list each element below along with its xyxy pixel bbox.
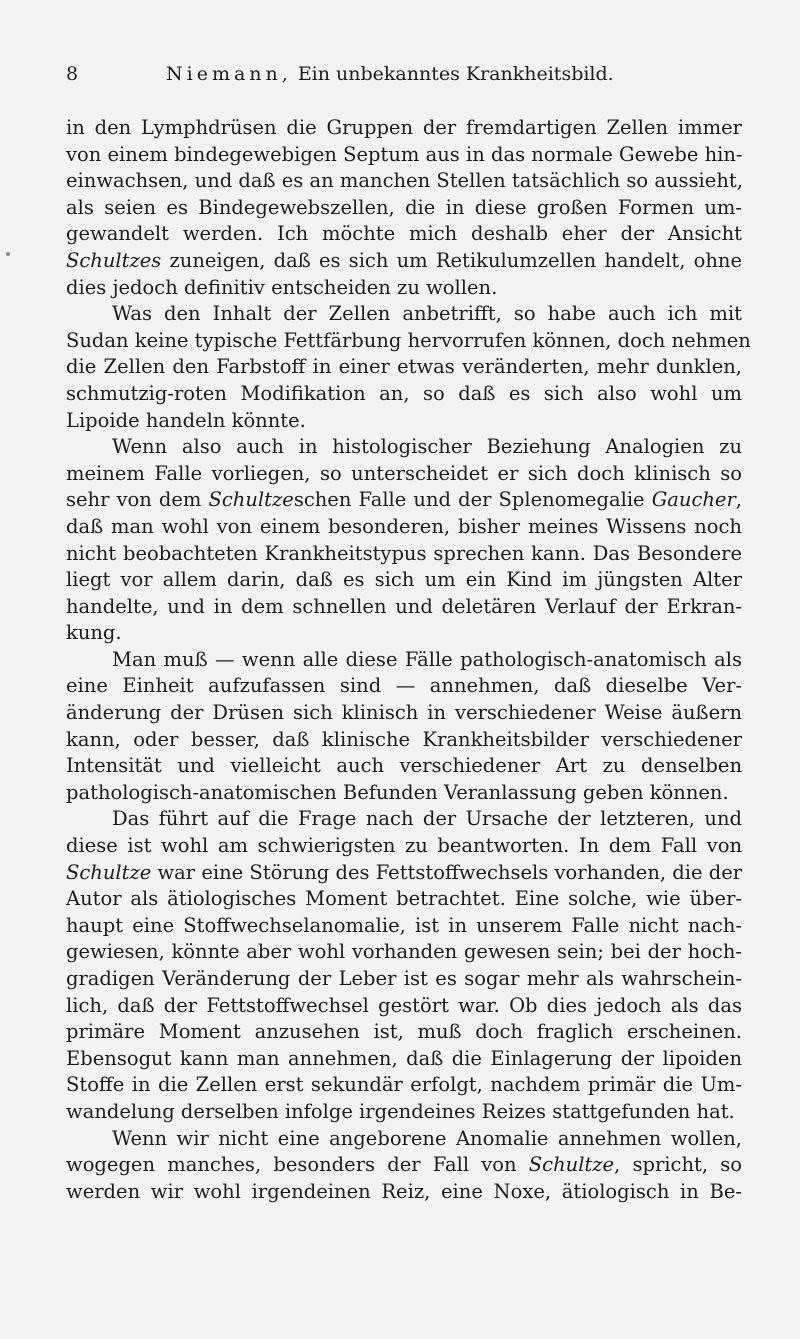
text-line: schmutzig-roten Modifikation an, so daß es sich also wohl um	[66, 381, 742, 405]
text-run: schen Falle und der Splenomegalie	[293, 488, 652, 512]
text-line: Man muß — wenn alle diese Fälle pathologisch-anatomisch als	[112, 647, 742, 671]
text-line: werden wir wohl irgendeinen Reiz, eine Noxe, ätiologisch in Be-	[66, 1179, 742, 1203]
text-line: Wenn also auch in histologischer Beziehung Analogien zu	[112, 435, 742, 459]
text-line: primäre Moment anzusehen ist, muß doch fraglich erscheinen.	[66, 1020, 742, 1044]
paragraph	[66, 1126, 742, 1206]
text-line: Lipoide handeln könnte.	[66, 408, 306, 432]
body-text	[66, 115, 751, 1205]
paragraph	[66, 806, 742, 1125]
text-run: sehr von dem	[66, 488, 209, 512]
text-line: Wenn wir nicht eine angeborene Anomalie annehmen wollen,	[112, 1126, 742, 1150]
text-line: dies jedoch definitiv entscheiden zu wollen.	[66, 275, 498, 299]
italic-name: Schultze	[528, 1153, 615, 1177]
text-line: lich, daß der Fettstoffwechsel gestört war. Ob dies jedoch als das	[66, 993, 742, 1017]
text-run: wogegen manches, besonders der Fall von	[66, 1153, 529, 1177]
paper-speck	[6, 252, 10, 256]
italic-name: Schultze	[66, 860, 152, 884]
text-line	[66, 487, 742, 514]
text-line: von einem bindegewebigen Septum aus in das normale Gewebe hin-	[66, 142, 743, 166]
text-line: wandelung derselben infolge irgendeines Reizes stattgefunden hat.	[66, 1099, 735, 1123]
text-line	[66, 1152, 742, 1179]
text-line: haupt eine Stoffwechselanomalie, ist in unserem Falle nicht nach-	[66, 913, 742, 937]
text-line: die Zellen den Farbstoff in einer etwas veränderten, mehr dunklen,	[66, 355, 742, 379]
text-line	[66, 860, 742, 887]
text-line: gradigen Veränderung der Leber ist es sogar mehr als wahrschein-	[66, 967, 742, 990]
text-line: gewandelt werden. Ich möchte mich deshalb eher der Ansicht	[66, 222, 742, 246]
header-title: Ein unbekanntes Krankheitsbild.	[297, 63, 614, 85]
text-line: Intensität und vielleicht auch verschiedener Art zu denselben	[66, 754, 742, 778]
text-run: zuneigen, daß es sich um Retikulumzellen handelt, ohne	[161, 248, 742, 272]
text-line: diese ist wohl am schwierigsten zu beantworten. In dem Fall von	[66, 834, 742, 858]
page-number: 8	[66, 63, 79, 85]
text-line: Autor als ätiologisches Moment betrachtet. Eine solche, wie über-	[66, 887, 742, 911]
paragraph	[66, 115, 742, 301]
text-line: Ebensogut kann man annehmen, daß die Einlagerung der lipoiden	[66, 1046, 742, 1070]
paragraph	[66, 647, 742, 807]
paragraph	[66, 301, 751, 434]
header-author: Niemann,	[166, 63, 292, 85]
text-line: Stoffe in die Zellen erst sekundär erfolgt, nachdem primär die Um-	[66, 1073, 742, 1097]
text-line: änderung der Drüsen sich klinisch in verschiedener Weise äußern	[66, 701, 742, 725]
text-line: kann, oder besser, daß klinische Krankheitsbilder verschiedener	[66, 727, 742, 751]
text-line: handelte, und in dem schnellen und deletären Verlauf der Erkran-	[66, 594, 742, 618]
text-line: kung.	[66, 621, 122, 645]
text-line: gewiesen, könnte aber wohl vorhanden gewesen sein; bei der hoch-	[66, 940, 742, 964]
text-line: liegt vor allem darin, daß es sich um ein Kind im jüngsten Alter	[66, 568, 742, 592]
text-run: war eine Störung des Fettstoffwechsels vorhanden, die der	[151, 860, 743, 884]
running-head	[66, 62, 666, 86]
italic-name: Schultzes	[66, 248, 162, 272]
text-line: eine Einheit aufzufassen sind — annehmen, daß dieselbe Ver-	[66, 674, 742, 698]
text-run: ,	[735, 488, 742, 512]
text-line: einwachsen, und daß es an manchen Stellen tatsächlich so aussieht,	[66, 169, 743, 193]
text-line: in den Lymphdrüsen die Gruppen der fremdartigen Zellen immer	[66, 116, 742, 139]
text-run: , spricht, so	[614, 1153, 743, 1177]
text-line: meinem Falle vorliegen, so unterscheidet er sich doch klinisch so	[66, 461, 742, 485]
italic-name: Gaucher	[651, 488, 736, 512]
text-line: nicht beobachteten Krankheitstypus sprechen kann. Das Besondere	[66, 541, 742, 565]
italic-name: Schultze	[208, 488, 294, 512]
text-line: daß man wohl von einem besonderen, bisher meines Wissens noch	[66, 514, 742, 538]
text-line: Sudan keine typische Fettfärbung hervorrufen können, doch nehmen	[66, 328, 751, 352]
text-line	[66, 248, 742, 275]
text-line: Was den Inhalt der Zellen anbetrifft, so habe auch ich mit	[112, 302, 742, 326]
text-line: pathologisch-anatomischen Befunden Veranlassung geben können.	[66, 780, 729, 804]
paragraph	[66, 434, 742, 647]
text-line: Das führt auf die Frage nach der Ursache der letzteren, und	[112, 807, 742, 831]
text-line: als seien es Bindegewebszellen, die in diese großen Formen um-	[66, 195, 742, 219]
